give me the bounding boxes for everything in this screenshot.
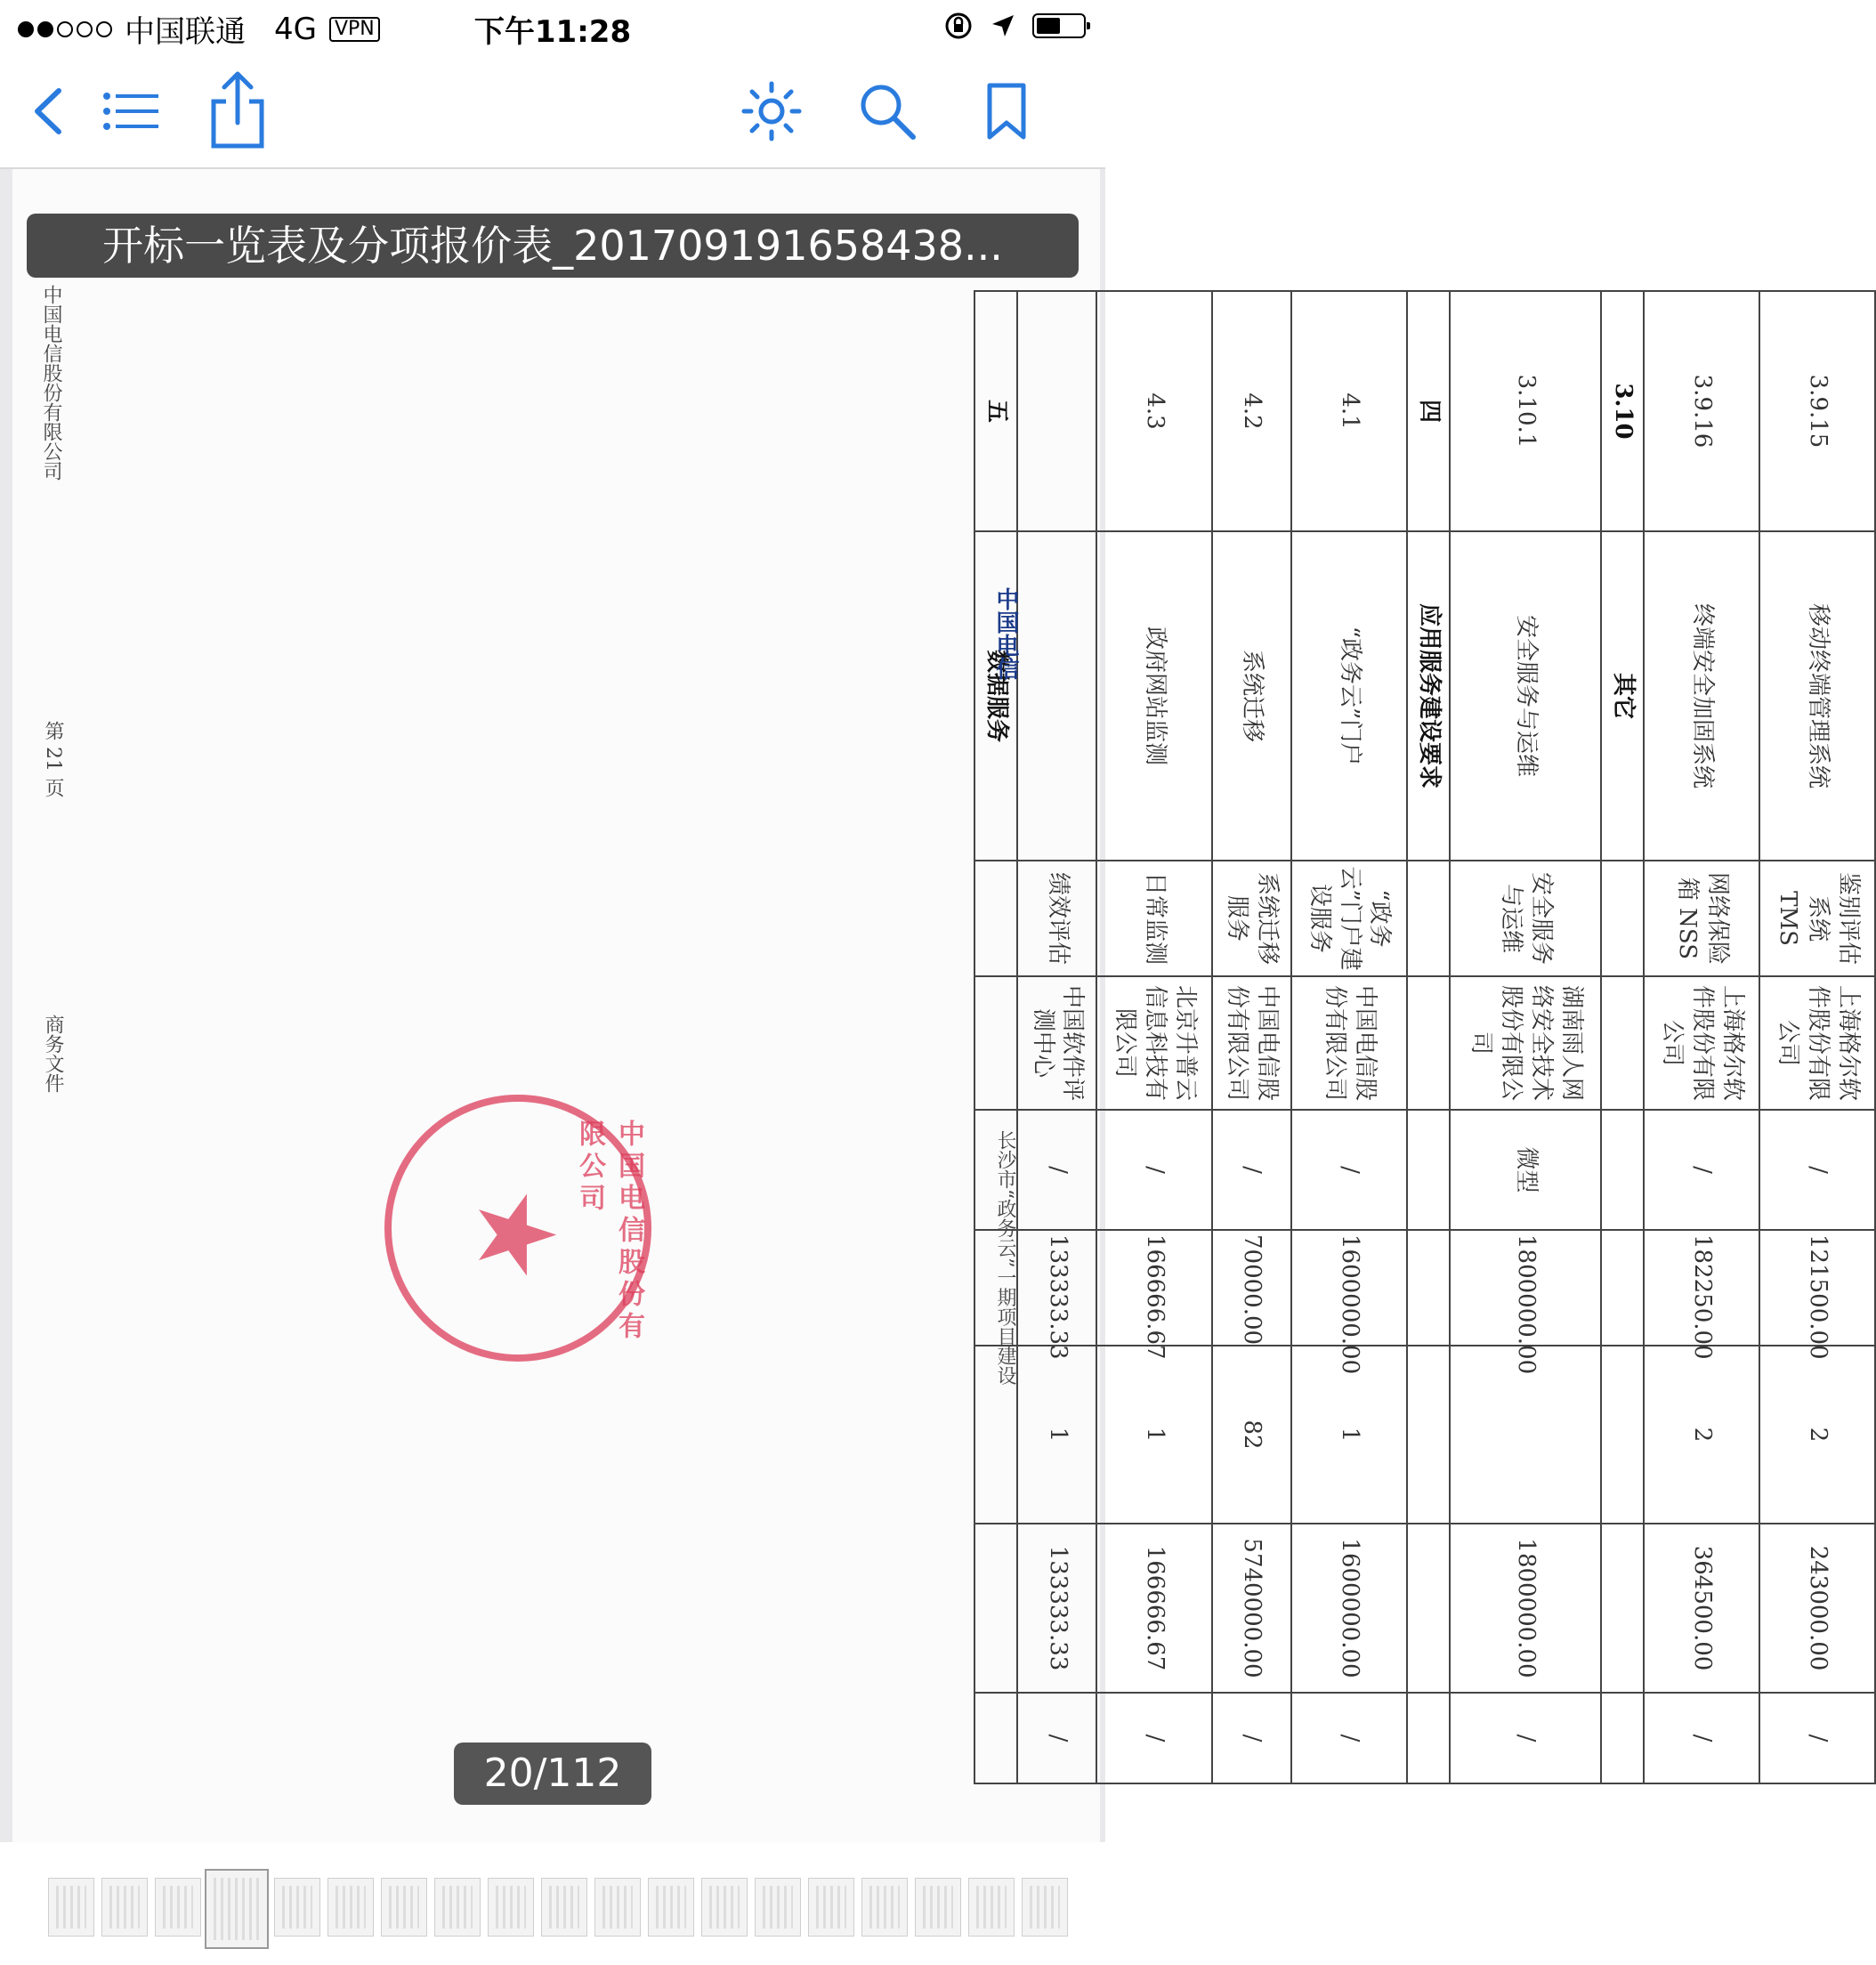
- page-thumbnail[interactable]: [101, 1878, 148, 1937]
- table-cell-c1: [1407, 1693, 1450, 1783]
- table-cell-no: 4.3: [1096, 291, 1212, 531]
- document-title: 开标一览表及分项报价表_201709191658438...: [27, 214, 1079, 278]
- location-icon: [990, 12, 1016, 39]
- table-cell-c1: /: [1450, 1693, 1602, 1783]
- table-cell-vendor: 中国电信股份有限公司: [1291, 976, 1407, 1110]
- table-cell-no: 3.10.1: [1450, 291, 1602, 531]
- table-cell-product: [974, 861, 1017, 976]
- table-cell-c1: /: [1644, 1693, 1759, 1783]
- table-cell-model: /: [1096, 1110, 1212, 1230]
- viewer-toolbar: [0, 55, 1105, 169]
- table-cell-no: 3.10: [1601, 291, 1644, 531]
- page-thumbnail[interactable]: [274, 1878, 320, 1937]
- table-cell-no: 3.9.16: [1644, 291, 1759, 531]
- table-cell-c1: /: [1212, 1693, 1291, 1783]
- table-row: [1017, 291, 1096, 1783]
- table-cell-price: 1600000.00: [1291, 1230, 1407, 1346]
- pdf-page: [12, 169, 1862, 1842]
- table-cell-qty: [1601, 1346, 1644, 1524]
- table-cell-c1: /: [1291, 1693, 1407, 1783]
- page-thumbnail[interactable]: [968, 1878, 1015, 1937]
- rotation-lock-icon: [943, 11, 974, 41]
- table-cell-total: 1800000.00: [1450, 1524, 1602, 1693]
- page-thumbnail[interactable]: [701, 1878, 748, 1937]
- table-row: [1450, 291, 1602, 1783]
- table-cell-c1: [1601, 1693, 1644, 1783]
- table-cell-qty: 2: [1644, 1346, 1759, 1524]
- footer-company: 中国电信股份有限公司: [40, 285, 62, 481]
- table-cell-qty: [1407, 1346, 1450, 1524]
- table-cell-total: 166666.67: [1096, 1524, 1212, 1693]
- list-icon[interactable]: [100, 80, 162, 142]
- status-bar: [0, 0, 1105, 55]
- table-cell-total: [974, 1524, 1017, 1693]
- table-cell-model: /: [1644, 1110, 1759, 1230]
- table-cell-price: [1601, 1230, 1644, 1346]
- table-cell-total: [1601, 1524, 1644, 1693]
- page-thumbnail[interactable]: [594, 1878, 641, 1937]
- table-cell-item: 应用服务建设要求: [1407, 531, 1450, 861]
- table-cell-vendor: [1601, 976, 1644, 1110]
- table-cell-item: 安全服务与运维: [1450, 531, 1602, 861]
- table-cell-qty: 1: [1291, 1346, 1407, 1524]
- table-cell-vendor: 上海格尔软件股份有限公司: [1644, 976, 1759, 1110]
- table-row: [1644, 291, 1759, 1783]
- page-thumbnail[interactable]: [488, 1878, 534, 1937]
- page-counter: 20/112: [454, 1743, 651, 1805]
- table-cell-product: 绩效评估: [1017, 861, 1096, 976]
- page-thumbnail[interactable]: [434, 1878, 481, 1937]
- table-cell-total: 243000.00: [1759, 1524, 1875, 1693]
- page-thumbnail[interactable]: [48, 1878, 94, 1937]
- brightness-icon[interactable]: [740, 80, 803, 142]
- carrier-name: 中国联通: [125, 14, 246, 50]
- table-cell-no: 4.2: [1212, 291, 1291, 531]
- footer-page-number: 第 21 页: [42, 721, 64, 797]
- table-cell-c1: /: [1096, 1693, 1212, 1783]
- table-cell-total: 364500.00: [1644, 1524, 1759, 1693]
- table-cell-vendor: [974, 976, 1017, 1110]
- battery-icon: [1032, 13, 1086, 38]
- table-cell-item: 终端安全加固系统: [1644, 531, 1759, 861]
- table-cell-item: “政务云”门户: [1291, 531, 1407, 861]
- table-cell-item: 政府网站监测: [1096, 531, 1212, 861]
- table-row: [1212, 291, 1291, 1783]
- seal-star-icon: ★: [453, 1186, 578, 1283]
- table-row: [1096, 291, 1212, 1783]
- table-cell-vendor: [1407, 976, 1450, 1110]
- table-cell-no: 3.9.15: [1759, 291, 1875, 531]
- page-thumbnail[interactable]: [755, 1878, 801, 1937]
- status-time: 下午11:28: [473, 14, 632, 50]
- table-cell-total: [1407, 1524, 1450, 1693]
- table-cell-product: 鉴别评估系统 TMS: [1759, 861, 1875, 976]
- table-cell-qty: 1: [1096, 1346, 1212, 1524]
- table-cell-price: 70000.00: [1212, 1230, 1291, 1346]
- vpn-badge: VPN: [329, 17, 380, 42]
- page-thumbnail[interactable]: [205, 1869, 269, 1949]
- table-row: [1407, 291, 1450, 1783]
- table-cell-c1: /: [1759, 1693, 1875, 1783]
- table-cell-product: 系统迁移服务: [1212, 861, 1291, 976]
- page-thumbnail[interactable]: [381, 1878, 427, 1937]
- table-row: [1291, 291, 1407, 1783]
- table-cell-price: 121500.00: [1759, 1230, 1875, 1346]
- quote-table: [974, 290, 1876, 1784]
- table-cell-product: 安全服务与运维: [1450, 861, 1602, 976]
- table-cell-product: [1407, 861, 1450, 976]
- table-row: [1601, 291, 1644, 1783]
- table-cell-no: 四: [1407, 291, 1450, 531]
- seal-text: 中国电信股份有限公司: [574, 1120, 644, 1344]
- chevron-left-icon[interactable]: [18, 80, 80, 142]
- table-cell-model: [1601, 1110, 1644, 1230]
- status-right: [943, 11, 1086, 41]
- table-cell-vendor: 中国软件评测中心: [1017, 976, 1096, 1110]
- table-cell-item: 系统迁移: [1212, 531, 1291, 861]
- table-cell-item: 其它: [1601, 531, 1644, 861]
- table-cell-price: 1800000.00: [1450, 1230, 1602, 1346]
- table-cell-qty: 1: [1017, 1346, 1096, 1524]
- table-cell-item: 数据服务: [974, 531, 1017, 861]
- table-cell-product: [1601, 861, 1644, 976]
- company-seal-stamp: [384, 1095, 651, 1362]
- footer-section: 商务文件: [42, 1015, 64, 1093]
- page-thumbnail[interactable]: [155, 1878, 201, 1937]
- table-cell-no: [1017, 291, 1096, 531]
- page-thumbnail[interactable]: [808, 1878, 854, 1937]
- page-thumbnail[interactable]: [648, 1878, 694, 1937]
- table-cell-total: 1600000.00: [1291, 1524, 1407, 1693]
- table-cell-price: 133333.33: [1017, 1230, 1096, 1346]
- table-cell-total: 5740000.00: [1212, 1524, 1291, 1693]
- table-cell-model: [1407, 1110, 1450, 1230]
- network-type: 4G: [274, 11, 317, 47]
- share-icon[interactable]: [206, 69, 269, 150]
- table-cell-vendor: 中国电信股份有限公司: [1212, 976, 1291, 1110]
- header-project-name: 长沙市“政务云”一期项目建设: [994, 1130, 1016, 1386]
- table-cell-no: 4.1: [1291, 291, 1407, 531]
- table-cell-qty: 2: [1759, 1346, 1875, 1524]
- search-icon[interactable]: [856, 80, 918, 142]
- table-cell-price: 166666.67: [1096, 1230, 1212, 1346]
- table-cell-model: /: [1291, 1110, 1407, 1230]
- table-cell-model: /: [1212, 1110, 1291, 1230]
- table-cell-price: [1407, 1230, 1450, 1346]
- china-telecom-logo: 中国电信: [992, 587, 1019, 680]
- table-cell-price: 182250.00: [1644, 1230, 1759, 1346]
- page-thumbnail[interactable]: [915, 1878, 961, 1937]
- table-cell-vendor: 湖南雨人网络安全技术股份有限公司: [1450, 976, 1602, 1110]
- table-cell-c1: /: [1017, 1693, 1096, 1783]
- table-cell-product: 网络保险箱 NSS: [1644, 861, 1759, 976]
- document-viewer[interactable]: [0, 169, 1862, 1842]
- table-cell-model: /: [1017, 1110, 1096, 1230]
- table-cell-product: “政务云”门户建设服务: [1291, 861, 1407, 976]
- table-cell-total: 133333.33: [1017, 1524, 1096, 1693]
- bookmark-icon[interactable]: [975, 80, 1038, 142]
- page-thumbnail[interactable]: [861, 1878, 908, 1937]
- table-cell-model: 微型: [1450, 1110, 1602, 1230]
- quote-table-rotated: [974, 290, 1876, 1783]
- page-thumbnail[interactable]: [327, 1878, 374, 1937]
- page-thumbnail[interactable]: [1022, 1878, 1068, 1937]
- table-cell-c1: [974, 1693, 1017, 1783]
- thumbnail-strip[interactable]: [0, 1842, 1105, 1965]
- table-row: [974, 291, 1017, 1783]
- table-cell-qty: 82: [1212, 1346, 1291, 1524]
- page-thumbnail[interactable]: [541, 1878, 587, 1937]
- table-row: [1759, 291, 1875, 1783]
- table-cell-item: [1017, 531, 1096, 861]
- table-cell-no: 五: [974, 291, 1017, 531]
- table-cell-item: 移动终端管理系统: [1759, 531, 1875, 861]
- table-cell-product: 日常监测: [1096, 861, 1212, 976]
- table-cell-model: /: [1759, 1110, 1875, 1230]
- table-cell-vendor: 北京升普云信息科技有限公司: [1096, 976, 1212, 1110]
- table-cell-vendor: 上海格尔软件股份有限公司: [1759, 976, 1875, 1110]
